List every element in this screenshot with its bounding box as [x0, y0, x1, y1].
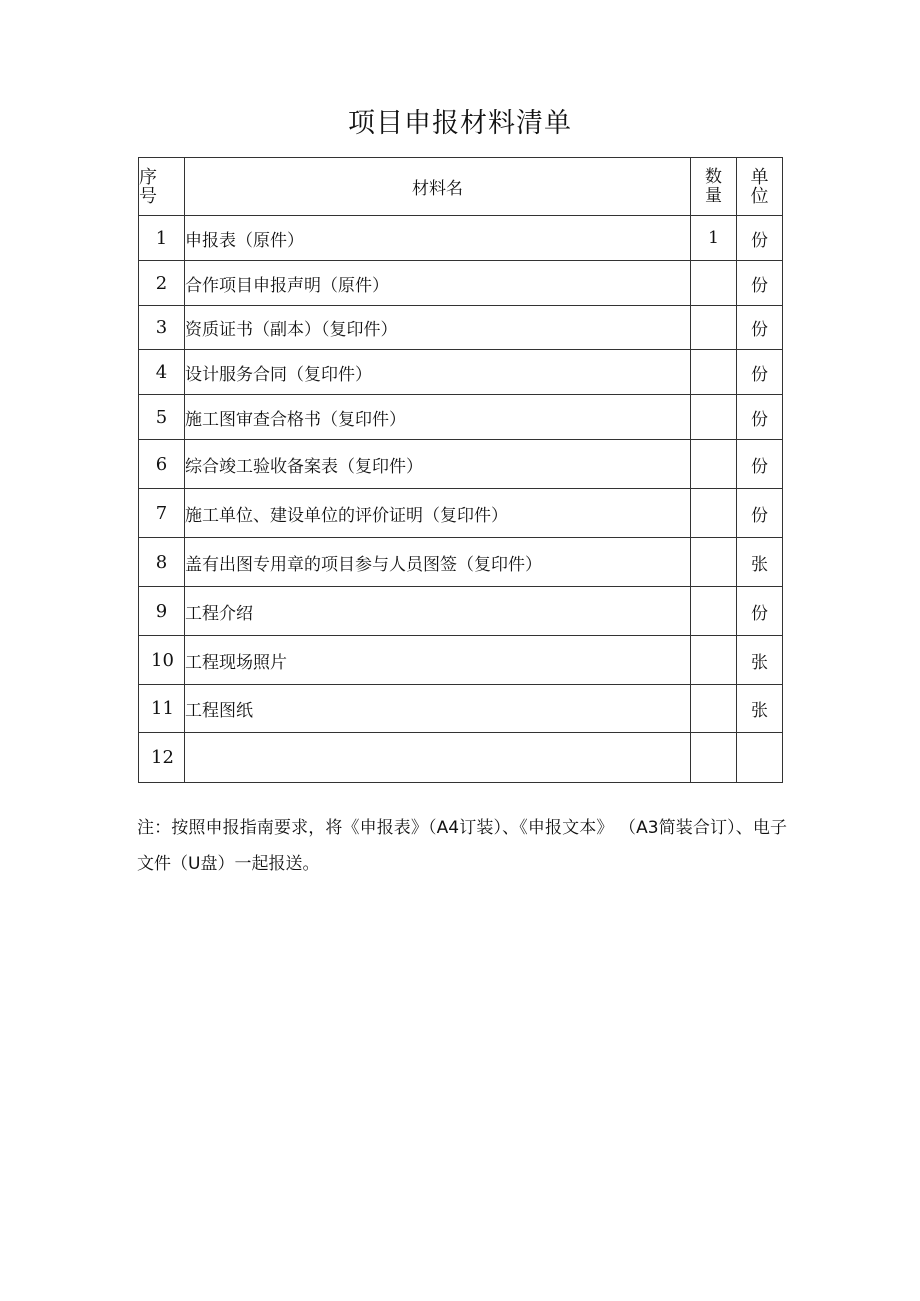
page-title: 项目申报材料清单: [348, 108, 572, 139]
row-number: 5: [139, 395, 185, 440]
table-body: [139, 216, 783, 783]
header-quantity-text: 数 量: [705, 166, 722, 206]
row-quantity: [691, 587, 737, 636]
row-quantity: [691, 306, 737, 350]
row-unit: 份: [737, 489, 783, 538]
row-material-name: 合作项目申报声明（原件）: [185, 261, 691, 306]
row-number: 1: [139, 216, 185, 261]
row-quantity: 1: [691, 216, 737, 261]
note-text: 注：按照申报指南要求，将《申报表》（A4订装）、《申报文本》 （A3简装合订）、电子文件（U盘）一起报送。: [137, 818, 787, 874]
row-material-name: 资质证书（副本）（复印件）: [185, 306, 691, 350]
header-material-name: [185, 158, 691, 216]
table-row: [139, 538, 783, 587]
row-quantity: [691, 733, 737, 783]
row-quantity: [691, 685, 737, 733]
row-unit: 张: [737, 685, 783, 733]
table-row: [139, 395, 783, 440]
row-material-name: 工程介绍: [185, 587, 691, 636]
row-material-name: 工程现场照片: [185, 636, 691, 685]
table-row: [139, 733, 783, 783]
row-unit: 份: [737, 350, 783, 395]
row-quantity: [691, 489, 737, 538]
row-number: 11: [139, 685, 185, 733]
row-unit: 张: [737, 538, 783, 587]
row-unit: 份: [737, 261, 783, 306]
header-material-name-text: 材料名: [412, 179, 463, 199]
header-unit: [737, 158, 783, 216]
row-material-name: 施工图审查合格书（复印件）: [185, 395, 691, 440]
row-unit: 份: [737, 306, 783, 350]
header-serial-number-text: 序 号: [139, 166, 157, 207]
row-number: 2: [139, 261, 185, 306]
table-header-row: [139, 158, 783, 216]
row-number: 10: [139, 636, 185, 685]
row-unit: 份: [737, 216, 783, 261]
header-serial-number: [139, 158, 185, 216]
table-row: [139, 440, 783, 489]
header-quantity: [691, 158, 737, 216]
row-number: 9: [139, 587, 185, 636]
row-quantity: [691, 261, 737, 306]
row-material-name: 盖有出图专用章的项目参与人员图签（复印件）: [185, 538, 691, 587]
row-number: 4: [139, 350, 185, 395]
row-unit: 份: [737, 395, 783, 440]
row-unit: [737, 733, 783, 783]
row-number: 7: [139, 489, 185, 538]
row-number: 6: [139, 440, 185, 489]
table-row: [139, 587, 783, 636]
row-material-name: [185, 733, 691, 783]
row-material-name: 综合竣工验收备案表（复印件）: [185, 440, 691, 489]
row-material-name: 施工单位、建设单位的评价证明（复印件）: [185, 489, 691, 538]
row-number: 3: [139, 306, 185, 350]
table-row: [139, 306, 783, 350]
row-quantity: [691, 395, 737, 440]
row-quantity: [691, 538, 737, 587]
table-row: [139, 216, 783, 261]
row-quantity: [691, 636, 737, 685]
row-number: 8: [139, 538, 185, 587]
row-material-name: 设计服务合同（复印件）: [185, 350, 691, 395]
row-material-name: 申报表（原件）: [185, 216, 691, 261]
table-row: [139, 350, 783, 395]
table-row: [139, 636, 783, 685]
row-material-name: 工程图纸: [185, 685, 691, 733]
table-row: [139, 261, 783, 306]
materials-table: [138, 157, 783, 783]
row-unit: 份: [737, 587, 783, 636]
row-unit: 张: [737, 636, 783, 685]
row-quantity: [691, 350, 737, 395]
row-number: 12: [139, 733, 185, 783]
table-row: [139, 489, 783, 538]
row-unit: 份: [737, 440, 783, 489]
table-row: [139, 685, 783, 733]
row-quantity: [691, 440, 737, 489]
header-unit-text: 单 位: [750, 166, 769, 207]
